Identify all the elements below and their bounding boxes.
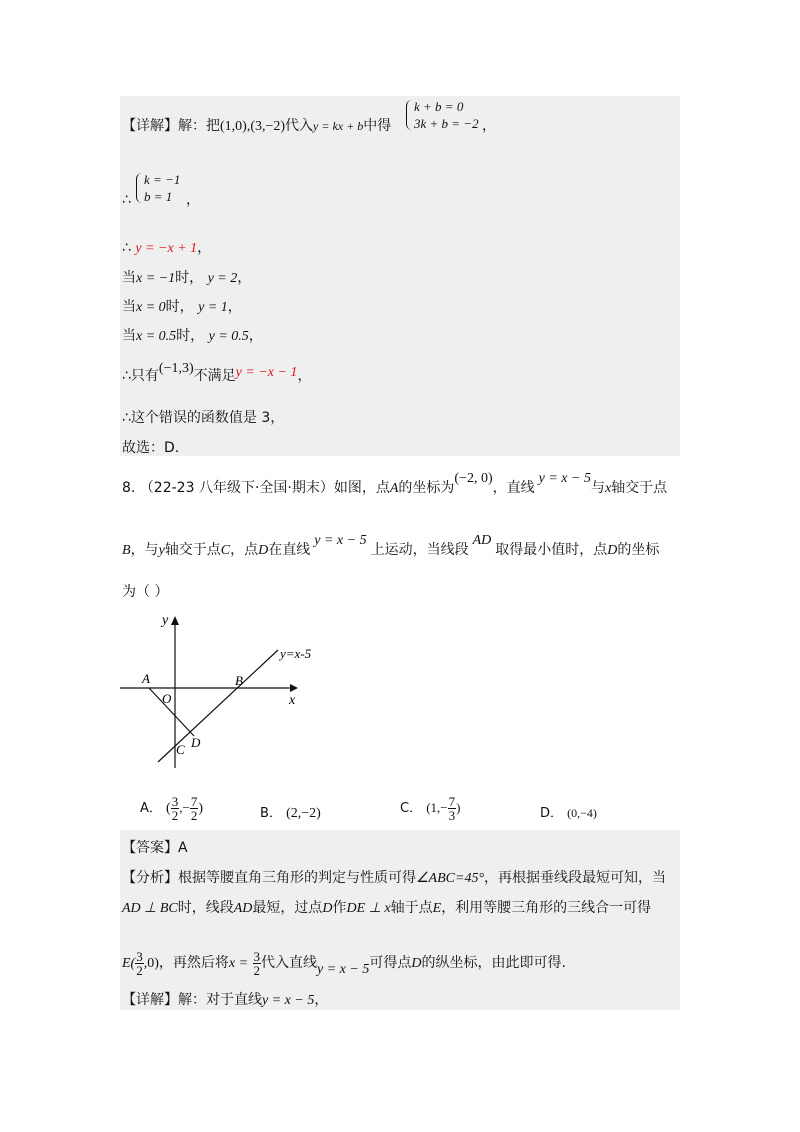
- result-line: ∴ y = −x + 1，: [122, 240, 212, 256]
- detail-line-1: 【详解】解：把(1,0),(3,−2)代入y = kx + b中得: [122, 118, 392, 134]
- result-equation: y = −x + 1: [135, 241, 198, 256]
- option-b[interactable]: B． (2,−2): [260, 806, 321, 821]
- only-line: ∴只有(−1,3)不满足y = −x − 1，: [122, 361, 312, 384]
- equation-system-1: k + b = 0 3k + b = −2: [406, 98, 479, 132]
- wrong-value-line: ∴这个错误的函数值是 3，: [122, 410, 285, 426]
- label-O: O: [162, 691, 172, 706]
- analysis-line-2: AD ⊥ BC时，线段AD最短，过点D作DE ⊥ x轴于点E，利用等腰三角形的三线合一可得: [122, 900, 652, 916]
- analysis-line-3: E( $\frac{3}{2}$ ,0)，再然后将x = $\frac{3}{2}$ 代入直线y = x − 5可得点D的纵坐标，由此即可得.: [122, 948, 566, 978]
- segment-AD: [149, 688, 194, 736]
- wrong-equation: y = −x − 1: [235, 365, 298, 380]
- label-y: y: [162, 613, 169, 628]
- answer-box: [120, 830, 680, 1010]
- coordinate-figure: [118, 612, 318, 772]
- option-c[interactable]: C． (1,− $\frac{7}{3}$ ): [400, 794, 461, 823]
- therefore-1: ∴: [122, 192, 131, 208]
- equation-system-2: k = −1 b = 1: [136, 171, 180, 205]
- choose-line: 故选：D.: [122, 440, 180, 456]
- label-D: D: [191, 735, 201, 750]
- comma: ，: [482, 118, 496, 134]
- label-B: B: [235, 673, 243, 688]
- case-line-1: 当x = −1时， y = 2，: [122, 270, 252, 286]
- case-line-3: 当x = 0.5时， y = 0.5，: [122, 328, 263, 344]
- option-d[interactable]: D． (0,−4): [540, 806, 597, 821]
- option-a[interactable]: A． ( $\frac{3}{2}$ ,− $\frac{7}{2}$ ): [140, 794, 203, 823]
- formula-ykxb: y = kx + b: [313, 119, 364, 133]
- label-x: x: [289, 693, 296, 708]
- label-A: A: [142, 671, 150, 686]
- answer-line: 【答案】A: [122, 840, 188, 856]
- detail2-line: 【详解】解：对于直线y = x − 5，: [122, 992, 329, 1008]
- y-axis-arrow: [171, 616, 179, 625]
- x-axis-arrow: [290, 684, 298, 692]
- question-line-1: 8. （22-23 八年级下·全国·期末）如图，点A的坐标为(−2, 0)，直线y = x − 5与x轴交于点: [122, 471, 668, 496]
- question-line-2: B，与y轴交于点C，点D在直线y = x − 5上运动，当线段AD取得最小值时，点D的坐标: [122, 533, 660, 558]
- question-line-3: 为（ ）: [122, 584, 169, 600]
- analysis-line-1: 【分析】根据等腰直角三角形的判定与性质可得∠ABC=45°，再根据垂线段最短可知，当: [122, 870, 667, 886]
- case-line-2: 当x = 0时， y = 1，: [122, 299, 242, 315]
- points-text: (1,0),(3,−2): [220, 119, 286, 134]
- label-line: y=x-5: [280, 646, 312, 661]
- label-C: C: [176, 742, 185, 757]
